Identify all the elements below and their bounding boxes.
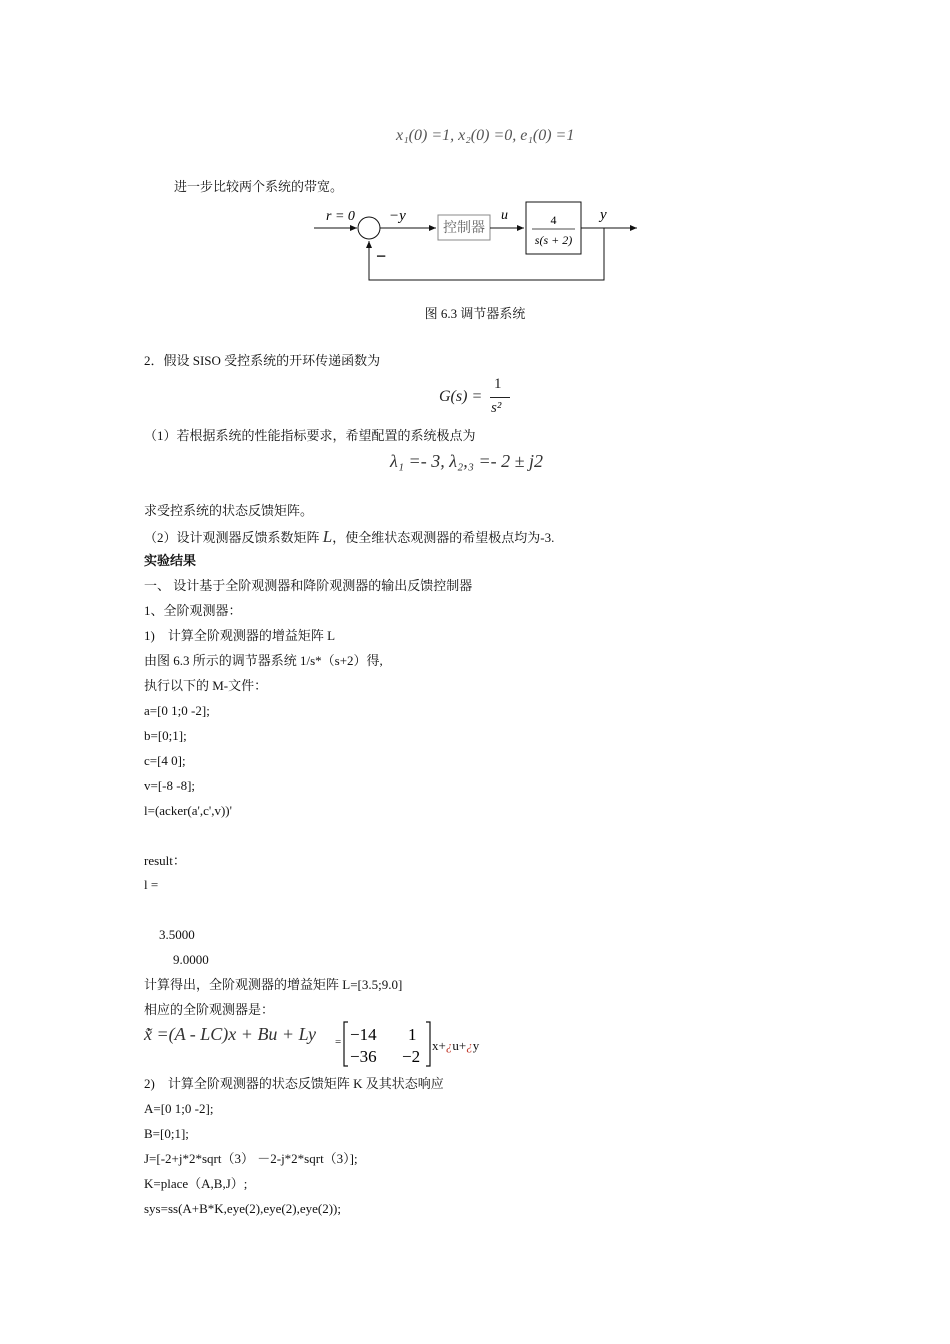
transfer-function-lhs: G(s) = [439,388,483,405]
matrix-left-bracket [344,1022,348,1066]
problem-2-part-1-text: （1）若根据系统的性能指标要求，希望配置的系统极点为 [144,428,476,443]
step-1-text: 1) 计算全阶观测器的增益矩阵 L [144,628,336,643]
observer-equation-tail [432,1038,479,1054]
matrix-cell: −36 [350,1047,377,1066]
results-heading: 实验结果 [144,553,197,568]
figure-caption: 图 6.3 调节器系统 [424,306,526,321]
l-equals-label: l = [144,877,159,892]
observer-intro-text: 相应的全阶观测器是： [144,1002,275,1017]
output-label: y [600,207,607,223]
step-2-text: 2) 计算全阶观测器的状态反馈矩阵 K 及其状态响应 [144,1076,444,1091]
plant-denominator: s(s + 2) [534,233,573,247]
subsection-1-heading: 1、全阶观测器： [144,603,242,618]
matrix-right-bracket [426,1022,430,1066]
input-label: r = 0 [326,209,355,224]
regulator-block-diagram [300,198,650,290]
part-2-prefix: （2）设计观测器反馈系数矩阵 [144,530,323,545]
summing-junction [358,217,380,239]
matrix-cell: 1 [408,1025,417,1044]
code-line: l=(acker(a',c',v))' [144,803,232,818]
controller-label: 控制器 [443,221,485,236]
part-2-suffix: ，使全维状态观测器的希望极点均为-3. [332,530,555,545]
l-value-1: 3.5000 [159,927,195,942]
plant-numerator: 4 [550,213,557,227]
compare-bandwidth-text: 进一步比较两个系统的带宽。 [174,179,344,194]
execute-m-file-text: 执行以下的 M-文件： [144,678,268,693]
code-line: B=[0;1]; [144,1126,189,1141]
matrix-cell: −2 [402,1047,421,1066]
observer-equation: x̃̇ =(A - LC)x + Bu + Ly [144,1024,317,1044]
error-label: −y [389,208,406,224]
invalid-glyph: ¿ [466,1038,473,1053]
matrix-l-symbol: L [322,527,333,546]
code-line: b=[0;1]; [144,728,187,743]
l-value-2: 9.0000 [173,952,209,967]
observer-matrix [342,1020,434,1068]
initial-condition-equation: x₁(0) =1, x₂(0) =0, e₁(0) =1 [396,127,575,144]
problem-2-text: 2．假设 SISO 受控系统的开环传递函数为 [144,353,381,368]
result-label: result： [144,853,186,868]
code-line: A=[0 1;0 -2]; [144,1101,214,1116]
code-line: v=[-8 -8]; [144,778,196,793]
u-label: u [501,208,508,223]
desired-poles-equation: λ₁ =- 3, λ₂,₃ =- 2 ± j2 [390,451,544,471]
tail-x: x+ [432,1038,446,1053]
invalid-glyph: ¿ [445,1038,453,1053]
matrix-cell: −14 [350,1025,377,1044]
transfer-function-denominator: s² [491,400,502,416]
code-line: K=place（A,B,J）; [144,1176,248,1191]
code-line: c=[4 0]; [144,753,186,768]
from-figure-text: 由图 6.3 所示的调节器系统 1/s*（s+2）得, [144,653,383,668]
transfer-function-fraction-bar [490,397,510,398]
code-line: J=[-2+j*2*sqrt（3） －2-j*2*sqrt（3）]; [144,1151,358,1166]
observer-equals-sign: = [335,1036,342,1048]
problem-2-part-2-text [144,528,554,547]
section-1-heading: 一、 设计基于全阶观测器和降阶观测器的输出反馈控制器 [144,578,473,593]
tail-u: u+ [452,1038,467,1053]
transfer-function-numerator: 1 [494,376,502,392]
tail-y: y [472,1038,480,1053]
code-line: a=[0 1;0 -2]; [144,703,210,718]
problem-2-part-1-task: 求受控系统的状态反馈矩阵。 [144,503,314,518]
gain-matrix-result-text: 计算得出，全阶观测器的增益矩阵 L=[3.5;9.0] [144,977,403,992]
code-line: sys=ss(A+B*K,eye(2),eye(2),eye(2)); [144,1201,341,1216]
feedback-sign: − [376,246,387,266]
